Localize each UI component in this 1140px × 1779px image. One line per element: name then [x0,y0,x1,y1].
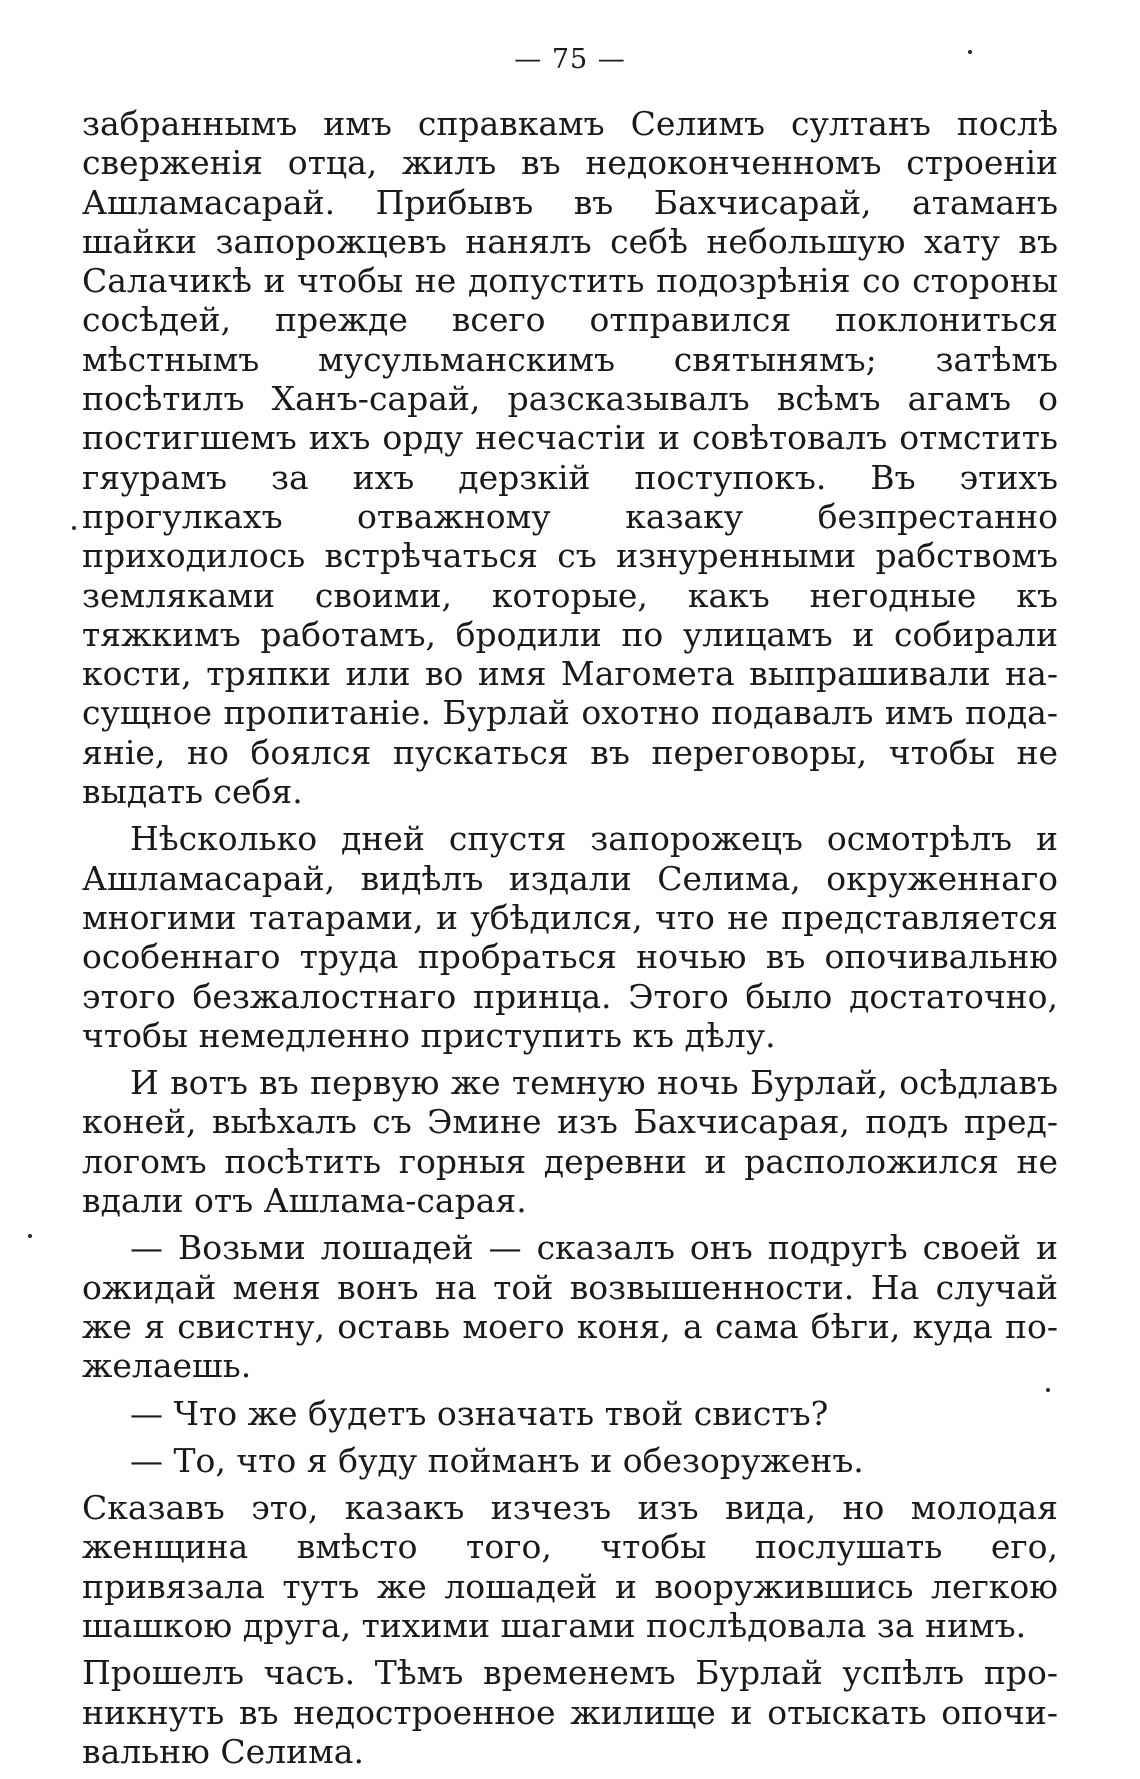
print-speck [968,50,972,54]
paragraph-5: — Что же будетъ означать твой свистъ? [130,1393,829,1433]
paragraph-1: забраннымъ имъ справкамъ Селимъ султанъ послѣ сверженія отца, жилъ въ недоконченномъ строеніи Ашламасарай. Прибывъ въ Бахчисарай, атаманъ шайки запорожцевъ нанялъ себѣ небольшую хату въ Салачикѣ и чтобы не допустить подозрѣнія со стороны сосѣдей, прежде всего отправился поклониться мѣстнымъ мусульманскимъ святынямъ; затѣмъ посѣтилъ Ханъ-сарай, разсказывалъ всѣмъ агамъ о постигшемъ ихъ орду несчастіи и совѣтовалъ отмстить гяурамъ за ихъ дерзкій поступокъ. Въ этихъ прогулкахъ отважному казаку безпрестанно приходилось встрѣчаться съ изнуренными рабствомъ земляками своими, которые, какъ негодные къ тяжкимъ работамъ, бродили по улицамъ и собирали кости, тряпки или во имя Магомета выпрашивали насущное пропитаніе. Бурлай охотно подавалъ имъ подаяніе, но боялся пускаться въ переговоры, чтобы не выдать себя. [82,104,1058,812]
paragraph-4: — Возьми лошадей — сказалъ онъ подругѣ своей и ожидай меня вонъ на той возвышенности. На случай же я свистну, оставь моего коня, а сама бѣги, куда пожелаешь. [82,1228,1058,1386]
print-speck [72,526,76,530]
paragraph-6: — То, что я буду пойманъ и обезоруженъ. [130,1440,864,1480]
paragraph-3: И вотъ въ первую же темную ночь Бурлай, осѣдлавъ коней, выѣхалъ съ Эмине изъ Бахчисарая, подъ предлогомъ посѣтить горныя деревни и расположился не вдали отъ Ашлама-сарая. [82,1063,1058,1221]
print-speck [28,1234,32,1238]
paragraph-8: Прошелъ часъ. Тѣмъ временемъ Бурлай успѣлъ проникнуть въ недостроенное жилище и отыскать опочивальню Селима. [82,1653,1058,1771]
text-body [82,104,1058,1779]
page-number: — 75 — [514,44,626,75]
paragraph-7: Сказавъ это, казакъ изчезъ изъ вида, но молодая женщина вмѣсто того, чтобы послушать его, привязала тутъ же лошадей и вооружившись легкою шашкою друга, тихими шагами послѣдовала за нимъ. [82,1488,1058,1645]
paragraph-2: Нѣсколько дней спустя запорожецъ осмотрѣлъ и Ашламасарай, видѣлъ издали Селима, окруженнаго многими татарами, и убѣдился, что не представляется особеннаго труда пробраться ночью въ опочивальню этого безжалостнаго принца. Этого было достаточно, чтобы немедленно приступить къ дѣлу. [82,819,1058,1055]
print-speck [1046,1388,1050,1392]
